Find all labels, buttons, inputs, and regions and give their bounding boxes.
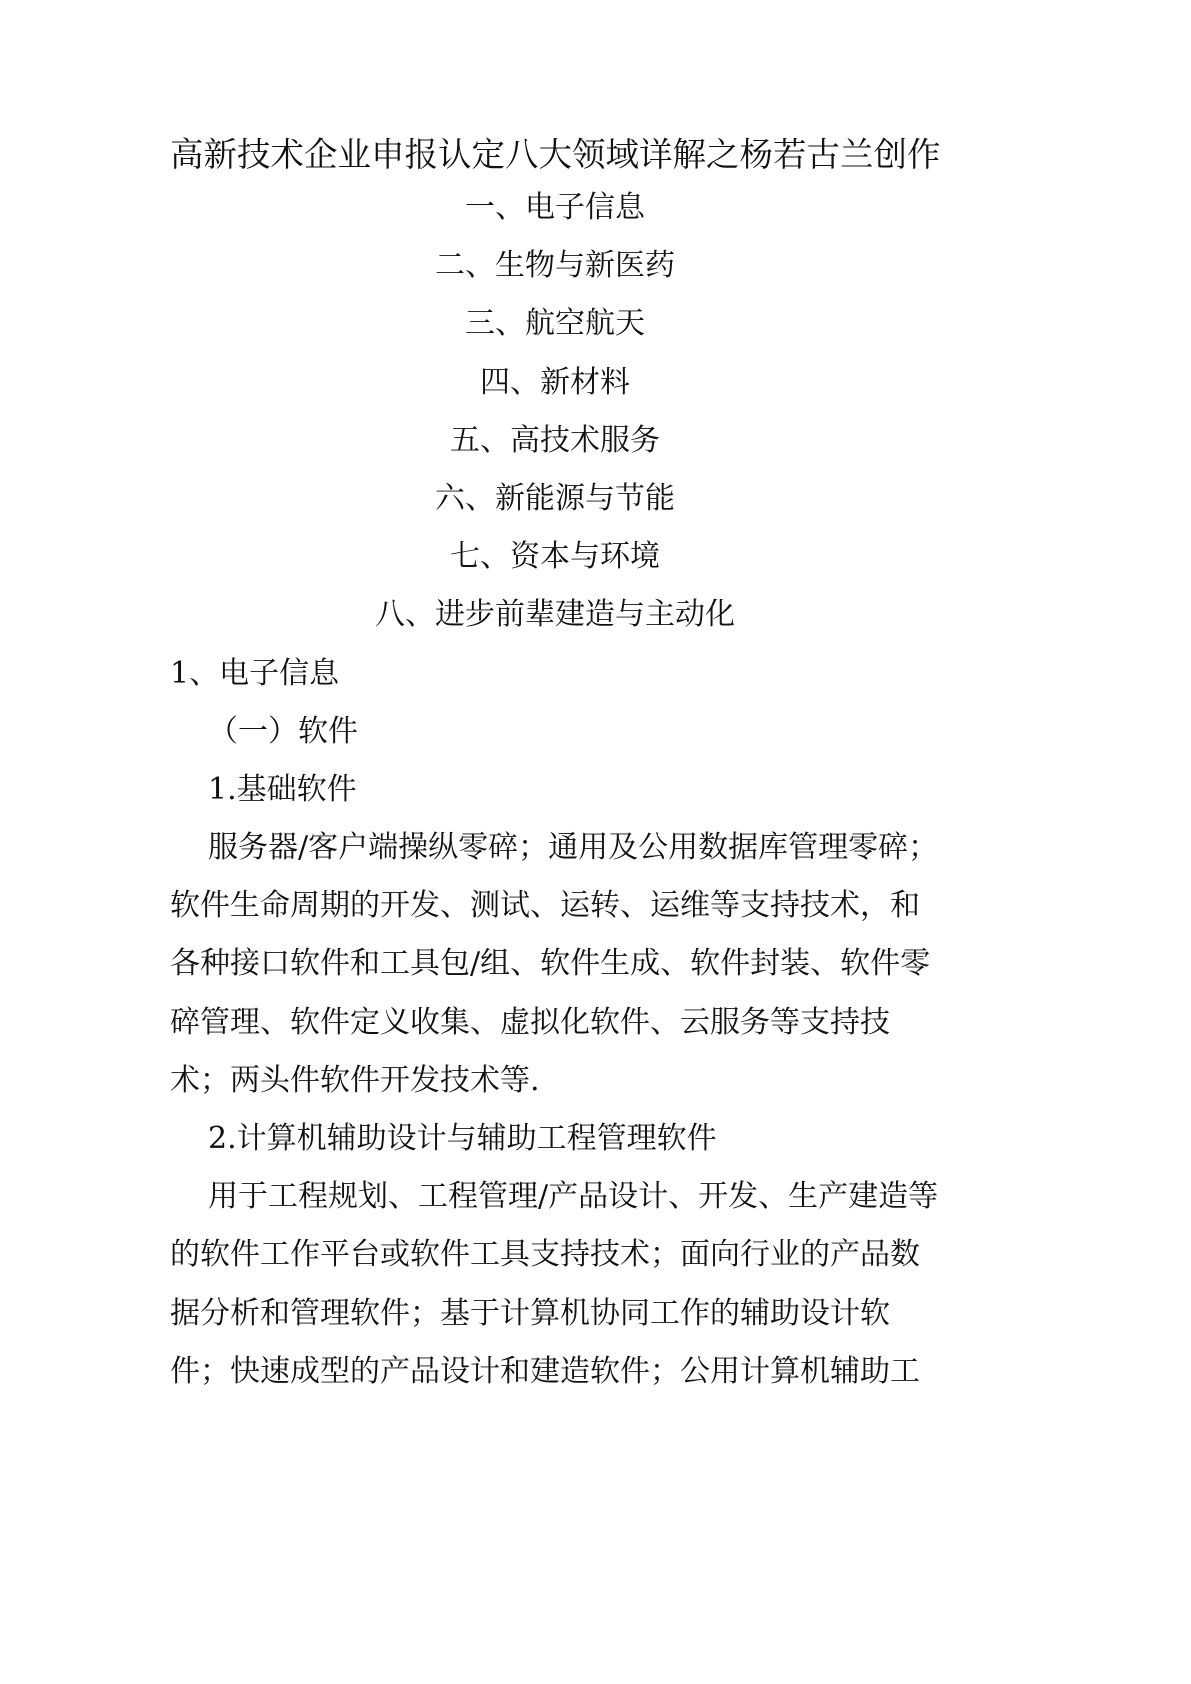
item-heading: 2.计算机辅助设计与辅助工程管理软件 xyxy=(208,1121,717,1156)
paragraph-line: 服务器/客户端操纵零碎；通用及公用数据库管理零碎； xyxy=(208,830,939,866)
toc-item: 四、新材料 xyxy=(480,364,630,400)
subsection-heading: （一）软件 xyxy=(208,713,358,749)
paragraph-line: 术；两头件软件开发技术等. xyxy=(170,1062,540,1098)
paragraph-line: 软件生命周期的开发、测试、运转、运维等支持技术，和 xyxy=(170,888,920,924)
toc-item: 一、电子信息 xyxy=(465,190,645,225)
toc-item: 五、高技术服务 xyxy=(450,422,660,458)
toc-item: 八、进步前辈建造与主动化 xyxy=(375,597,735,633)
paragraph-line: 用于工程规划、工程管理/产品设计、开发、生产建造等 xyxy=(208,1179,939,1215)
toc-item: 三、航空航天 xyxy=(465,306,645,342)
paragraph-line: 的软件工作平台或软件工具支持技术；面向行业的产品数 xyxy=(170,1237,920,1273)
document-title: 高新技术企业申报认定八大领域详解之杨若古兰创作 xyxy=(170,135,941,174)
paragraph-line: 件；快速成型的产品设计和建造软件；公用计算机辅助工 xyxy=(170,1353,920,1389)
paragraph-line: 据分析和管理软件；基于计算机协同工作的辅助设计软 xyxy=(170,1295,890,1331)
toc-item: 七、资本与环境 xyxy=(450,539,660,575)
paragraph-line: 碎管理、软件定义收集、虚拟化软件、云服务等支持技 xyxy=(170,1004,890,1040)
section-heading: 1、电子信息 xyxy=(170,655,340,691)
item-heading: 1.基础软件 xyxy=(208,771,357,807)
paragraph-line: 各种接口软件和工具包/组、软件生成、软件封装、软件零 xyxy=(170,946,931,982)
toc-item: 二、生物与新医药 xyxy=(435,248,675,284)
toc-item: 六、新能源与节能 xyxy=(435,480,675,516)
document-body xyxy=(170,131,940,1401)
